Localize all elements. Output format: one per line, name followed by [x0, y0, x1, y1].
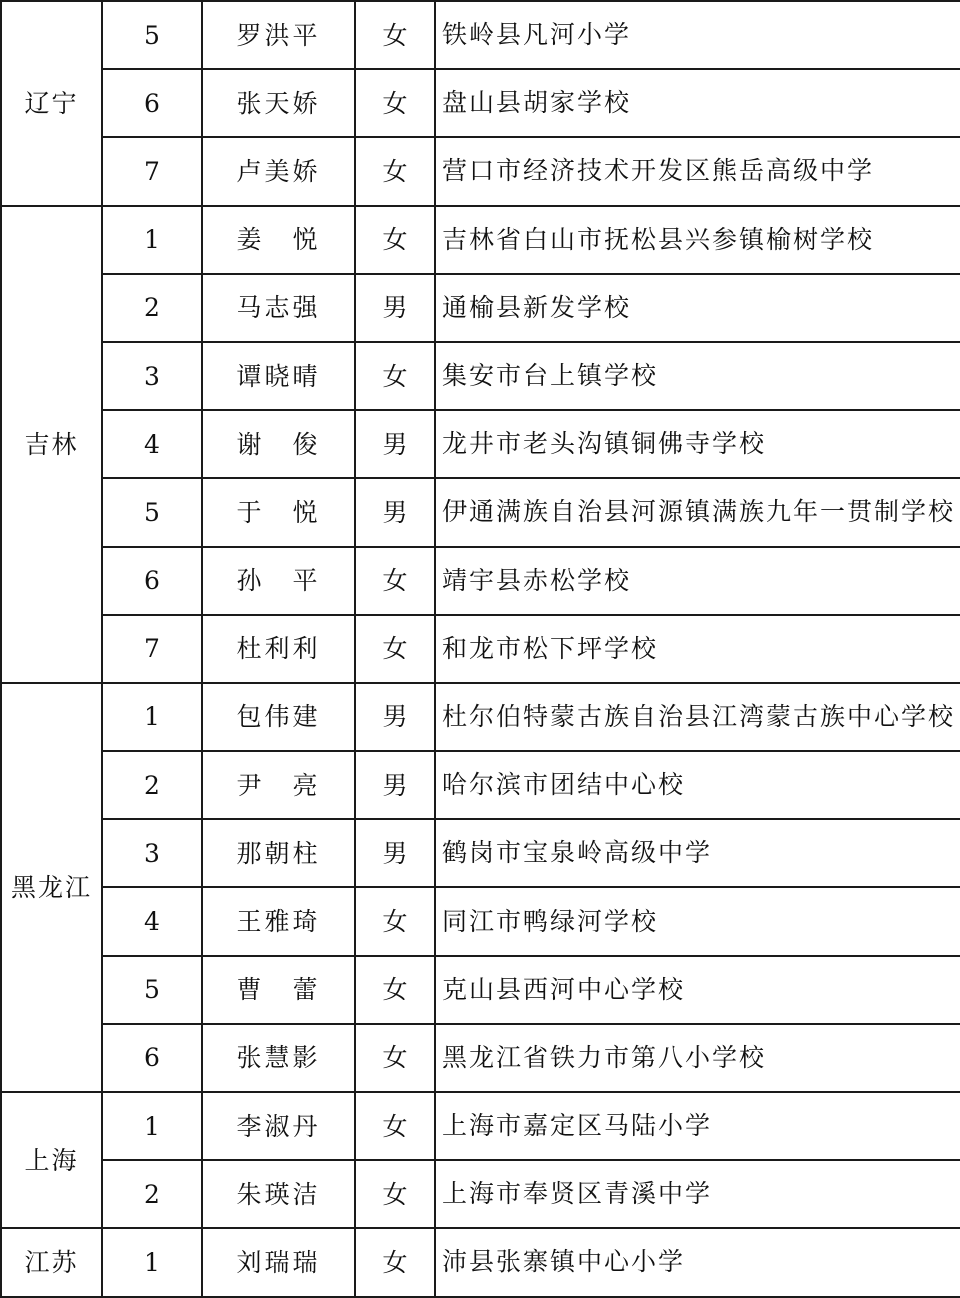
- gender-cell: 男: [355, 751, 435, 819]
- school-cell: 克山县西河中心学校: [435, 956, 960, 1024]
- number-cell: 6: [102, 69, 202, 137]
- table-row: [1, 1024, 960, 1092]
- table-row: [1, 956, 960, 1024]
- gender-cell: 女: [355, 1160, 435, 1228]
- name-cell: 李淑丹: [202, 1092, 355, 1160]
- number-cell: 1: [102, 1092, 202, 1160]
- gender-cell: 女: [355, 342, 435, 410]
- number-cell: 2: [102, 751, 202, 819]
- name-cell: 于 悦: [202, 478, 355, 546]
- gender-cell: 女: [355, 137, 435, 205]
- number-cell: 1: [102, 683, 202, 751]
- school-cell: 铁岭县凡河小学: [435, 1, 960, 69]
- table-row: [1, 410, 960, 478]
- number-cell: 1: [102, 206, 202, 274]
- school-cell: 通榆县新发学校: [435, 274, 960, 342]
- number-cell: 5: [102, 956, 202, 1024]
- name-cell: 马志强: [202, 274, 355, 342]
- school-cell: 黑龙江省铁力市第八小学校: [435, 1024, 960, 1092]
- name-cell: 姜 悦: [202, 206, 355, 274]
- number-cell: 5: [102, 478, 202, 546]
- school-cell: 杜尔伯特蒙古族自治县江湾蒙古族中心学校: [435, 683, 960, 751]
- gender-cell: 男: [355, 683, 435, 751]
- table-row: [1, 819, 960, 887]
- name-cell: 张天娇: [202, 69, 355, 137]
- name-cell: 那朝柱: [202, 819, 355, 887]
- school-cell: 沛县张寨镇中心小学: [435, 1228, 960, 1296]
- number-cell: 7: [102, 615, 202, 683]
- table-body: [1, 1, 960, 1297]
- table-row: [1, 887, 960, 955]
- school-cell: 同江市鸭绿河学校: [435, 887, 960, 955]
- name-cell: 曹 蕾: [202, 956, 355, 1024]
- name-cell: 王雅琦: [202, 887, 355, 955]
- gender-cell: 女: [355, 956, 435, 1024]
- province-cell: 上海: [1, 1092, 102, 1228]
- table-row: [1, 615, 960, 683]
- gender-cell: 男: [355, 410, 435, 478]
- number-cell: 6: [102, 547, 202, 615]
- table-row: [1, 342, 960, 410]
- name-cell: 尹 亮: [202, 751, 355, 819]
- name-cell: 杜利利: [202, 615, 355, 683]
- school-cell: 伊通满族自治县河源镇满族九年一贯制学校: [435, 478, 960, 546]
- number-cell: 7: [102, 137, 202, 205]
- name-cell: 孙 平: [202, 547, 355, 615]
- gender-cell: 女: [355, 887, 435, 955]
- school-cell: 鹤岗市宝泉岭高级中学: [435, 819, 960, 887]
- gender-cell: 女: [355, 206, 435, 274]
- name-cell: 谢 俊: [202, 410, 355, 478]
- school-cell: 哈尔滨市团结中心校: [435, 751, 960, 819]
- gender-cell: 男: [355, 478, 435, 546]
- province-cell: 黑龙江: [1, 683, 102, 1092]
- province-cell: 江苏: [1, 1228, 102, 1296]
- gender-cell: 女: [355, 547, 435, 615]
- school-cell: 上海市奉贤区青溪中学: [435, 1160, 960, 1228]
- number-cell: 2: [102, 1160, 202, 1228]
- table-row: [1, 1, 960, 69]
- table-row: [1, 1160, 960, 1228]
- number-cell: 4: [102, 887, 202, 955]
- province-cell: 辽宁: [1, 1, 102, 206]
- table-row: [1, 1228, 960, 1296]
- table-row: [1, 1092, 960, 1160]
- table-row: [1, 274, 960, 342]
- table-row: [1, 206, 960, 274]
- gender-cell: 女: [355, 69, 435, 137]
- table-row: [1, 137, 960, 205]
- school-cell: 上海市嘉定区马陆小学: [435, 1092, 960, 1160]
- table-row: [1, 478, 960, 546]
- gender-cell: 女: [355, 615, 435, 683]
- school-cell: 和龙市松下坪学校: [435, 615, 960, 683]
- gender-cell: 女: [355, 1, 435, 69]
- school-cell: 龙井市老头沟镇铜佛寺学校: [435, 410, 960, 478]
- table-row: [1, 547, 960, 615]
- number-cell: 4: [102, 410, 202, 478]
- number-cell: 6: [102, 1024, 202, 1092]
- number-cell: 3: [102, 819, 202, 887]
- gender-cell: 男: [355, 819, 435, 887]
- gender-cell: 男: [355, 274, 435, 342]
- table-row: [1, 69, 960, 137]
- name-cell: 卢美娇: [202, 137, 355, 205]
- school-cell: 集安市台上镇学校: [435, 342, 960, 410]
- name-cell: 朱瑛洁: [202, 1160, 355, 1228]
- name-cell: 张慧影: [202, 1024, 355, 1092]
- number-cell: 2: [102, 274, 202, 342]
- gender-cell: 女: [355, 1024, 435, 1092]
- school-cell: 吉林省白山市抚松县兴参镇榆树学校: [435, 206, 960, 274]
- name-cell: 刘瑞瑞: [202, 1228, 355, 1296]
- name-cell: 包伟建: [202, 683, 355, 751]
- table-row: [1, 751, 960, 819]
- number-cell: 1: [102, 1228, 202, 1296]
- gender-cell: 女: [355, 1092, 435, 1160]
- name-cell: 罗洪平: [202, 1, 355, 69]
- number-cell: 5: [102, 1, 202, 69]
- table-row: [1, 683, 960, 751]
- school-cell: 靖宇县赤松学校: [435, 547, 960, 615]
- name-cell: 谭晓晴: [202, 342, 355, 410]
- gender-cell: 女: [355, 1228, 435, 1296]
- province-cell: 吉林: [1, 206, 102, 683]
- school-cell: 盘山县胡家学校: [435, 69, 960, 137]
- number-cell: 3: [102, 342, 202, 410]
- school-cell: 营口市经济技术开发区熊岳高级中学: [435, 137, 960, 205]
